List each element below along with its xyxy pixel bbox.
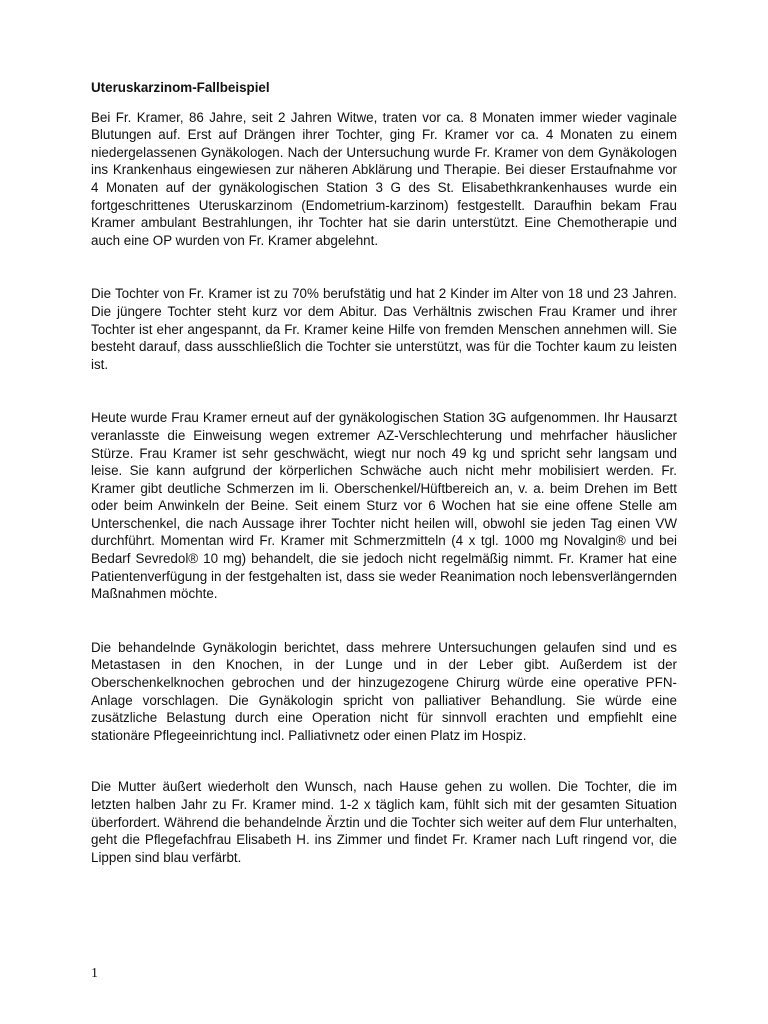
document-title: Uteruskarzinom-Fallbeispiel <box>91 80 270 95</box>
paragraph-diagnosis: Die behandelnde Gynäkologin berichtet, dass mehrere Untersuchungen gelaufen sind und es Metastasen in den Knochen, in der Lunge und in der Leber gibt. Außerdem ist der Oberschenkelknochen gebrochen und der hinzugezogene Chirurg würde eine operative PFN-Anlage vorschlagen. Die Gynäkologin spricht von palliativer Behandlung. Sie würde eine zusätzliche Belastung durch eine Operation nicht für sinnvoll erachten und empfiehlt eine stationäre Pflegeeinrichtung incl. Palliativnetz oder einen Platz im Hospiz. <box>91 639 677 743</box>
page-number: 1 <box>91 966 98 981</box>
paragraph-spacer <box>91 744 677 778</box>
paragraph-history: Bei Fr. Kramer, 86 Jahre, seit 2 Jahren Witwe, traten vor ca. 8 Monaten immer wieder vaginale Blutungen auf. Erst auf Drängen ihrer Tochter, ging Fr. Kramer vor ca. 4 Monaten zu einem niedergelassenen Gynäkologen. Nach der Untersuchung wurde Fr. Kramer von dem Gynäkologen ins Krankenhaus eingewiesen zur näheren Abklärung und Therapie. Bei dieser Erstaufnahme vor 4 Monaten auf der gynäkologischen Station 3 G des St. Elisabethkrankenhauses wurde ein fortgeschrittenes Uteruskarzinom (Endometrium-karzinom) festgestellt. Daraufhin bekam Frau Kramer ambulant Bestrahlungen, ihr Tochter hat sie darin unterstützt. Eine Chemotherapie und auch eine OP wurden von Fr. Kramer abgelehnt. <box>91 109 677 248</box>
paragraph-spacer <box>91 373 677 409</box>
paragraph-situation: Die Mutter äußert wiederholt den Wunsch, nach Hause gehen zu wollen. Die Tochter, die im letzten halben Jahr zu Fr. Kramer mind. 1-2 x täglich kam, fühlt sich mit der gesamten Situation überfordert. Während die behandelnde Ärztin und die Tochter sich weiter auf dem Flur unterhalten, geht die Pflegefachfrau Elisabeth H. ins Zimmer und findet Fr. Kramer nach Luft ringend vor, die Lippen sind blau verfärbt. <box>91 779 677 865</box>
paragraph-family: Die Tochter von Fr. Kramer ist zu 70% berufstätig und hat 2 Kinder im Alter von 18 und 23 Jahren. Die jüngere Tochter steht kurz vor dem Abitur. Das Verhältnis zwischen Frau Kramer und ihrer Tochter ist eher angespannt, da Fr. Kramer keine Hilfe von fremden Menschen annehmen will. Sie besteht darauf, dass ausschließlich die Tochter sie unterstützt, was für die Tochter kaum zu leisten ist. <box>91 286 677 372</box>
document-body <box>91 79 677 866</box>
paragraph-spacer <box>91 603 677 639</box>
paragraph-spacer <box>91 249 677 285</box>
paragraph-admission: Heute wurde Frau Kramer erneut auf der gynäkologischen Station 3G aufgenommen. Ihr Hausarzt veranlasste die Einweisung wegen extremer AZ-Verschlechterung und mehrfacher häuslicher Stürze. Frau Kramer ist sehr geschwächt, wiegt nur noch 49 kg und spricht sehr langsam und leise. Sie kann aufgrund der körperlichen Schwäche auch nicht mehr mobilisiert werden. Fr. Kramer gibt deutliche Schmerzen im li. Oberschenkel/Hüftbereich an, v. a. beim Drehen im Bett oder beim Anwinkeln der Beine. Seit einem Sturz vor 6 Wochen hat sie eine offene Stelle am Unterschenkel, die nach Aussage ihrer Tochter nicht heilen will, obwohl sie jeden Tag einen VW durchführt. Momentan wird Fr. Kramer mit Schmerzmitteln (4 x tgl. 1000 mg Novalgin® und bei Bedarf Sevredol® 10 mg) behandelt, die sie jedoch nicht regelmäßig nimmt. Fr. Kramer hat eine Patientenverfügung in der festgehalten ist, dass sie weder Reanimation noch lebensverlängernden Maßnahmen möchte. <box>91 410 677 602</box>
